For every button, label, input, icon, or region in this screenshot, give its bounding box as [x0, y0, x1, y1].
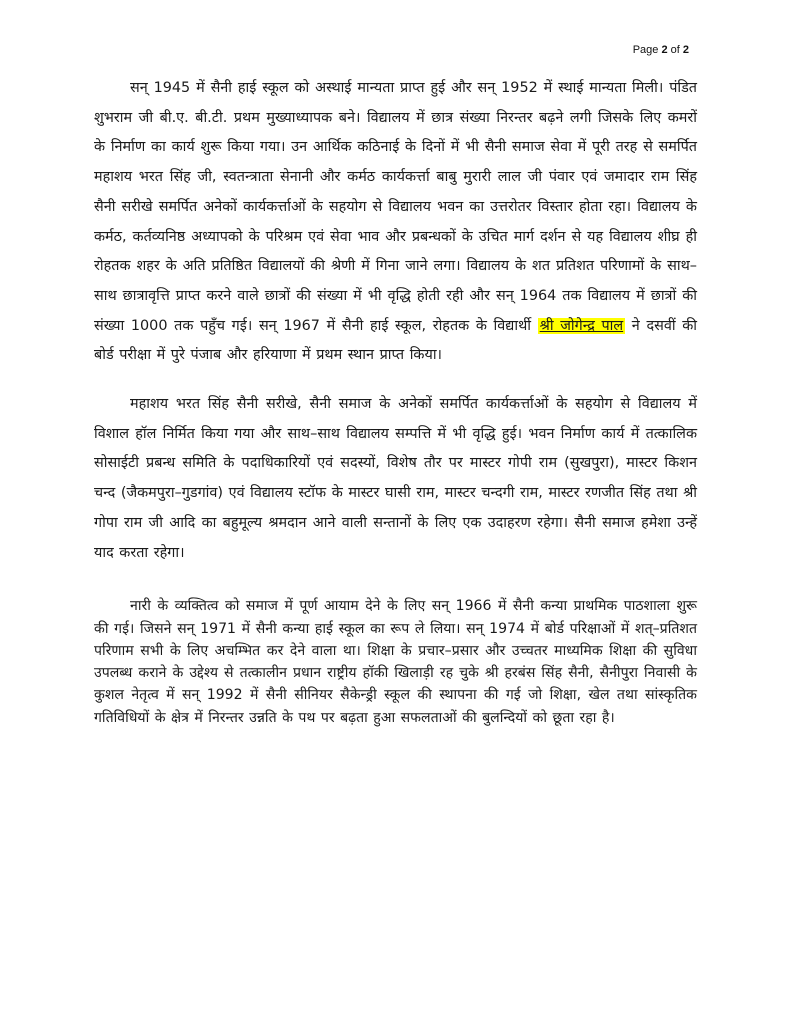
- paragraph-1-text-end: ने दसवीं की बोर्ड परीक्षा में पुरे पंजाब और हरियाणा में प्रथम स्थान प्राप्त किया।: [94, 317, 697, 364]
- paragraph-1-text: सन् 1945 में सैनी हाई स्कूल को अस्थाई मान्यता प्राप्त हुई और सन् 1952 में स्थाई मान्यता मिली। पंडित शुभराम जी बी.ए. बी.टी. प्रथम मुख्याध्यापक बने। विद्यालय में छात्र संख्या निरन्तर बढ़ने लगी जिसके लिए कमरों के निर्माण का कार्य शुरू किया गया। उन आर्थिक कठिनाई के दिनों में भी सैनी समाज सेवा में पूरी तरह से समर्पित महाशय भरत सिंह जी, स्वतन्त्राता सेनानी और कर्मठ कार्यकर्त्ता बाबु मुरारी लाल जी पंवार एवं जमादार राम सिंह सैनी सरीखे समर्पित अनेकों कार्यकर्त्ताओं के सहयोग से विद्यालय भवन का उत्तरोतर विस्तार होता रहा। विद्यालय के कर्मठ, कर्तव्यनिष्ठ अध्यापको के परिश्रम एवं सेवा भाव और प्रबन्धकों के उचित मार्ग दर्शन से यह विद्यालय शीघ्र ही रोहतक शहर के अति प्रतिष्ठित विद्यालयों की श्रेणी में गिना जाने लगा। विद्यालय के शत प्रतिशत परिणामों के साथ–साथ छात्रावृत्ति प्राप्त करने वाले छात्रों की संख्या में भी वृद्धि होती रही और सन् 1964 तक विद्यालय में छात्रों की संख्या 1000 तक पहुँच गई। सन् 1967 में सैनी हाई स्कूल, रोहतक के विद्यार्थी: [94, 80, 697, 334]
- document-body: [94, 74, 697, 729]
- paragraph-school-history: [94, 74, 697, 371]
- paragraph-hall-construction: महाशय भरत सिंह सैनी सरीखे, सैनी समाज के अनेकों समर्पित कार्यकर्त्ताओं के सहयोग से विद्यालय में विशाल हॉल निर्मित किया गया और साथ–साथ विद्यालय सम्पत्ति में भी वृद्धि हुई। भवन निर्माण कार्य में तत्कालिक सोसाईटी प्रबन्ध समिति के पदाधिकारियों एवं सदस्यों, विशेष तौर पर मास्टर गोपी राम (सुखपुरा), मास्टर किशन चन्द (जैकमपुरा–गुडगांव) एवं विद्यालय स्टॉफ के मास्टर घासी राम, मास्टर चन्दगी राम, मास्टर रणजीत सिंह तथा श्री गोपा राम जी आदि का बहुमूल्य श्रमदान आने वाली सन्तानों के लिए एक उदाहरण रहेगा। सैनी समाज हमेशा उन्हें याद करता रहेगा।: [94, 396, 697, 561]
- page-total: 2: [682, 44, 689, 56]
- paragraph-girls-school: नारी के व्यक्तित्व को समाज में पूर्ण आयाम देने के लिए सन् 1966 में सैनी कन्या प्राथमिक पाठशाला शुरू की गई। जिसने सन् 1971 में सैनी कन्या हाई स्कूल का रूप ले लिया। सन् 1974 में बोर्ड परिक्षाओं में शत्–प्रतिशत परिणाम सभी के लिए अचम्भित कर देने वाला था। शिक्षा के प्रचार–प्रसार और उच्चतर माध्यमिक शिक्षा की सुविधा उपलब्ध कराने के उद्देश्य से तत्कालीन प्रधान राष्ट्रीय हॉकी खिलाड़ी रह चुके श्री हरबंस सिंह सैनी, सैनीपुरा निवासी के कुशल नेतृत्व में सन् 1992 में सैनी सीनियर सैकेन्ड्री स्कूल की स्थापना की गई जो शिक्षा, खेल तथा सांस्कृतिक गतिविधियों के क्षेत्र में निरन्तर उन्नति के पथ पर बढ़ता हुआ सफलताओं की बुलन्दियों को छूता रहा है।: [94, 598, 697, 726]
- page-separator: of: [667, 44, 683, 56]
- page-prefix: Page: [632, 44, 662, 56]
- page-number: [633, 44, 689, 56]
- page-current: 2: [661, 44, 668, 56]
- highlighted-student-name: श्री जोगेन्द्र पाल: [539, 317, 624, 334]
